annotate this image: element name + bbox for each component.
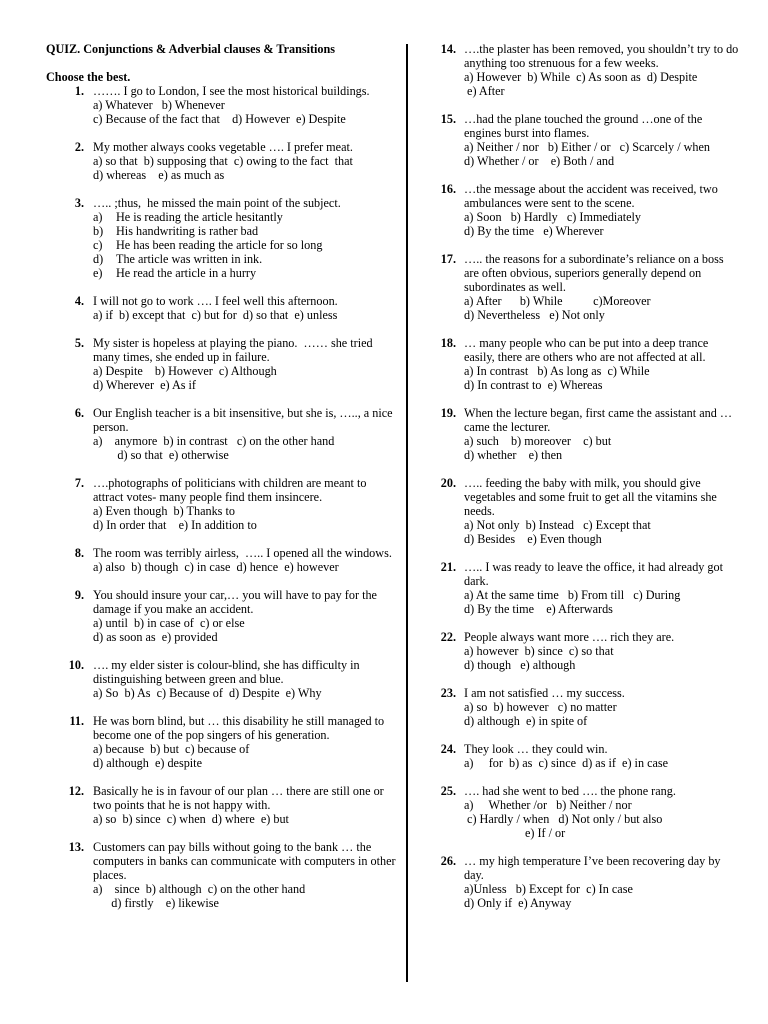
answer-option <box>93 238 396 252</box>
question-number: 9. <box>74 588 84 602</box>
question-stem: People always want more …. rich they are. <box>464 630 675 644</box>
option-text: He is reading the article hesitantly <box>116 210 283 224</box>
left-column <box>46 42 399 910</box>
question-stem: …. had she went to bed …. the phone rang. <box>464 784 676 798</box>
option-letter: b) <box>93 224 104 238</box>
answer-options: d) In order that e) In addition to <box>93 518 257 532</box>
question-number: 4. <box>74 294 84 308</box>
answer-options: c) Because of the fact that d) However e) Despite <box>93 112 346 126</box>
question-number: 25. <box>440 784 456 798</box>
question-number: 8. <box>74 546 84 560</box>
answer-option <box>93 266 396 280</box>
quiz-title: QUIZ. Conjunctions & Adverbial clauses & Transitions <box>46 42 336 56</box>
question-number: 20. <box>440 476 456 490</box>
answer-options: d) In contrast to e) Whereas <box>464 378 603 392</box>
answer-option <box>93 224 396 238</box>
question-item <box>46 658 396 700</box>
answer-option <box>93 252 396 266</box>
question-number: 15. <box>440 112 456 126</box>
question-item <box>440 560 740 616</box>
question-stem: ….. feeding the baby with milk, you should give vegetables and some fruit to get all the vitamins she needs. <box>464 476 720 518</box>
question-item <box>440 252 740 322</box>
answer-options: d) Nevertheless e) Not only <box>464 308 605 322</box>
answer-options: a) so that b) supposing that c) owing to the fact that <box>93 154 353 168</box>
answer-options: a) Neither / nor b) Either / or c) Scarcely / when <box>464 140 711 154</box>
answer-options: a) anymore b) in contrast c) on the other hand <box>93 434 335 448</box>
question-stem: ….. ;thus, he missed the main point of the subject. <box>93 196 341 210</box>
question-number: 6. <box>74 406 84 420</box>
answer-options: a) Not only b) Instead c) Except that <box>464 518 651 532</box>
question-stem: …the message about the accident was received, two ambulances were sent to the scene. <box>464 182 721 210</box>
answer-options: a) Despite b) However c) Although <box>93 364 277 378</box>
question-stem: ….the plaster has been removed, you shouldn’t try to do anything too strenuous for a few weeks. <box>464 42 742 70</box>
question-item <box>46 84 396 126</box>
question-item <box>440 42 740 98</box>
question-number: 12. <box>68 784 84 798</box>
answer-option <box>93 210 396 224</box>
question-item <box>440 686 740 728</box>
option-text: His handwriting is rather bad <box>116 224 259 238</box>
answer-options: a) so b) however c) no matter <box>464 700 617 714</box>
answer-options: a) Soon b) Hardly c) Immediately <box>464 210 642 224</box>
question-number: 23. <box>440 686 456 700</box>
answer-options: a)Unless b) Except for c) In case <box>464 882 633 896</box>
question-stem: ….. the reasons for a subordinate’s reliance on a boss are often obvious, superiors generally depend on subordinates as well. <box>464 252 727 294</box>
answer-options: d) Whether / or e) Both / and <box>464 154 615 168</box>
question-number: 18. <box>440 336 456 350</box>
question-number: 2. <box>74 140 84 154</box>
question-number: 1. <box>74 84 84 98</box>
right-question-list <box>440 42 740 910</box>
answer-options: d) Besides e) Even though <box>464 532 602 546</box>
question-item <box>440 742 740 770</box>
question-stem: … many people who can be put into a deep trance easily, there are others who are not affected at all. <box>464 336 712 364</box>
answer-options: a) because b) but c) because of <box>93 742 250 756</box>
answer-options: a) In contrast b) As long as c) While <box>464 364 650 378</box>
question-item <box>46 196 396 280</box>
question-stem: … my high temperature I’ve been recovering day by day. <box>464 854 727 882</box>
answer-options: a) However b) While c) As soon as d) Despite <box>464 70 698 84</box>
answer-options: d) Only if e) Anyway <box>464 896 572 910</box>
answer-options: d) By the time e) Wherever <box>464 224 604 238</box>
quiz-instruction: Choose the best. <box>46 70 131 84</box>
answer-options: e) If / or <box>464 826 566 840</box>
question-item <box>46 476 396 532</box>
question-stem: They look … they could win. <box>464 742 608 756</box>
question-number: 21. <box>440 560 456 574</box>
answer-options: d) Wherever e) As if <box>93 378 196 392</box>
answer-options: d) firstly e) likewise <box>93 896 219 910</box>
answer-options: c) Hardly / when d) Not only / but also <box>464 812 663 826</box>
option-letter: e) <box>93 266 103 280</box>
question-number: 26. <box>440 854 456 868</box>
question-stem: ….photographs of politicians with children are meant to attract votes- many people find them insincere. <box>93 476 370 504</box>
option-letter: a) <box>93 210 103 224</box>
answer-options: d) although e) despite <box>93 756 202 770</box>
answer-options: d) as soon as e) provided <box>93 630 218 644</box>
answer-options: a) also b) though c) in case d) hence e) however <box>93 560 339 574</box>
answer-options: a) Whatever b) Whenever <box>93 98 225 112</box>
question-item <box>440 476 740 546</box>
answer-options: e) After <box>464 84 505 98</box>
question-item <box>46 588 396 644</box>
question-number: 10. <box>68 658 84 672</box>
answer-options: d) so that e) otherwise <box>93 448 229 462</box>
option-letter: c) <box>93 238 103 252</box>
right-column <box>440 42 740 910</box>
question-stem: I will not go to work …. I feel well this afternoon. <box>93 294 338 308</box>
option-text: The article was written in ink. <box>116 252 263 266</box>
answer-options: a) so b) since c) when d) where e) but <box>93 812 289 826</box>
question-item <box>46 714 396 770</box>
answer-options: a) So b) As c) Because of d) Despite e) Why <box>93 686 322 700</box>
question-item <box>46 294 396 322</box>
question-number: 16. <box>440 182 456 196</box>
column-divider <box>406 44 408 982</box>
question-number: 5. <box>74 336 84 350</box>
answer-options: a) Even though b) Thanks to <box>93 504 235 518</box>
option-text: He read the article in a hurry <box>116 266 257 280</box>
question-item <box>46 140 396 182</box>
question-stem: My mother always cooks vegetable …. I prefer meat. <box>93 140 353 154</box>
question-item <box>440 406 740 462</box>
option-text: He has been reading the article for so long <box>116 238 323 252</box>
answer-options: a) After b) While c)Moreover <box>464 294 651 308</box>
question-item <box>46 336 396 392</box>
question-stem: Our English teacher is a bit insensitive, but she is, ….., a nice person. <box>93 406 396 434</box>
question-number: 24. <box>440 742 456 756</box>
question-stem: You should insure your car,… you will have to pay for the damage if you make an accident. <box>93 588 381 616</box>
question-item <box>440 336 740 392</box>
option-letter: d) <box>93 252 104 266</box>
answer-options: a) until b) in case of c) or else <box>93 616 245 630</box>
answer-options: a) At the same time b) From till c) During <box>464 588 681 602</box>
answer-options: d) although e) in spite of <box>464 714 588 728</box>
question-stem: The room was terribly airless, ….. I opened all the windows. <box>93 546 392 560</box>
answer-options: a) Whether /or b) Neither / nor <box>464 798 632 812</box>
answer-options: a) such b) moreover c) but <box>464 434 612 448</box>
answer-options: d) By the time e) Afterwards <box>464 602 613 616</box>
question-item <box>440 182 740 238</box>
question-number: 14. <box>440 42 456 56</box>
question-stem: …. my elder sister is colour-blind, she has difficulty in distinguishing between green and blue. <box>93 658 363 686</box>
answer-options: d) whether e) then <box>464 448 563 462</box>
answer-options: a) however b) since c) so that <box>464 644 614 658</box>
question-number: 7. <box>74 476 84 490</box>
question-number: 3. <box>74 196 84 210</box>
answer-options: a) since b) although c) on the other hand <box>93 882 306 896</box>
answer-options: d) whereas e) as much as <box>93 168 225 182</box>
question-item <box>46 546 396 574</box>
question-stem: My sister is hopeless at playing the piano. …… she tried many times, she ended up in failure. <box>93 336 376 364</box>
question-item <box>46 784 396 826</box>
question-number: 17. <box>440 252 456 266</box>
question-item <box>440 784 740 840</box>
question-number: 19. <box>440 406 456 420</box>
question-number: 22. <box>440 630 456 644</box>
question-item <box>46 840 399 910</box>
question-stem: ….. I was ready to leave the office, it had already got dark. <box>464 560 727 588</box>
question-item <box>46 406 396 462</box>
question-item <box>440 112 740 168</box>
answer-options: a) for b) as c) since d) as if e) in case <box>464 756 669 770</box>
question-stem: ……. I go to London, I see the most historical buildings. <box>93 84 370 98</box>
answer-options: d) though e) although <box>464 658 576 672</box>
question-stem: When the lecture began, first came the assistant and … came the lecturer. <box>464 406 736 434</box>
question-number: 13. <box>68 840 84 854</box>
answer-options: a) if b) except that c) but for d) so that e) unless <box>93 308 338 322</box>
question-item <box>440 854 740 910</box>
question-number: 11. <box>69 714 84 728</box>
question-stem: I am not satisfied … my success. <box>464 686 625 700</box>
left-question-list <box>46 84 399 910</box>
question-stem: Basically he is in favour of our plan … there are still one or two points that he is not happy with. <box>93 784 387 812</box>
question-stem: He was born blind, but … this disability he still managed to become one of the pop singers of his generation. <box>93 714 388 742</box>
question-stem: …had the plane touched the ground …one of the engines burst into flames. <box>464 112 706 140</box>
question-item <box>440 630 740 672</box>
question-stem: Customers can pay bills without going to the bank … the computers in banks can communicate with computers in other places. <box>93 840 399 882</box>
